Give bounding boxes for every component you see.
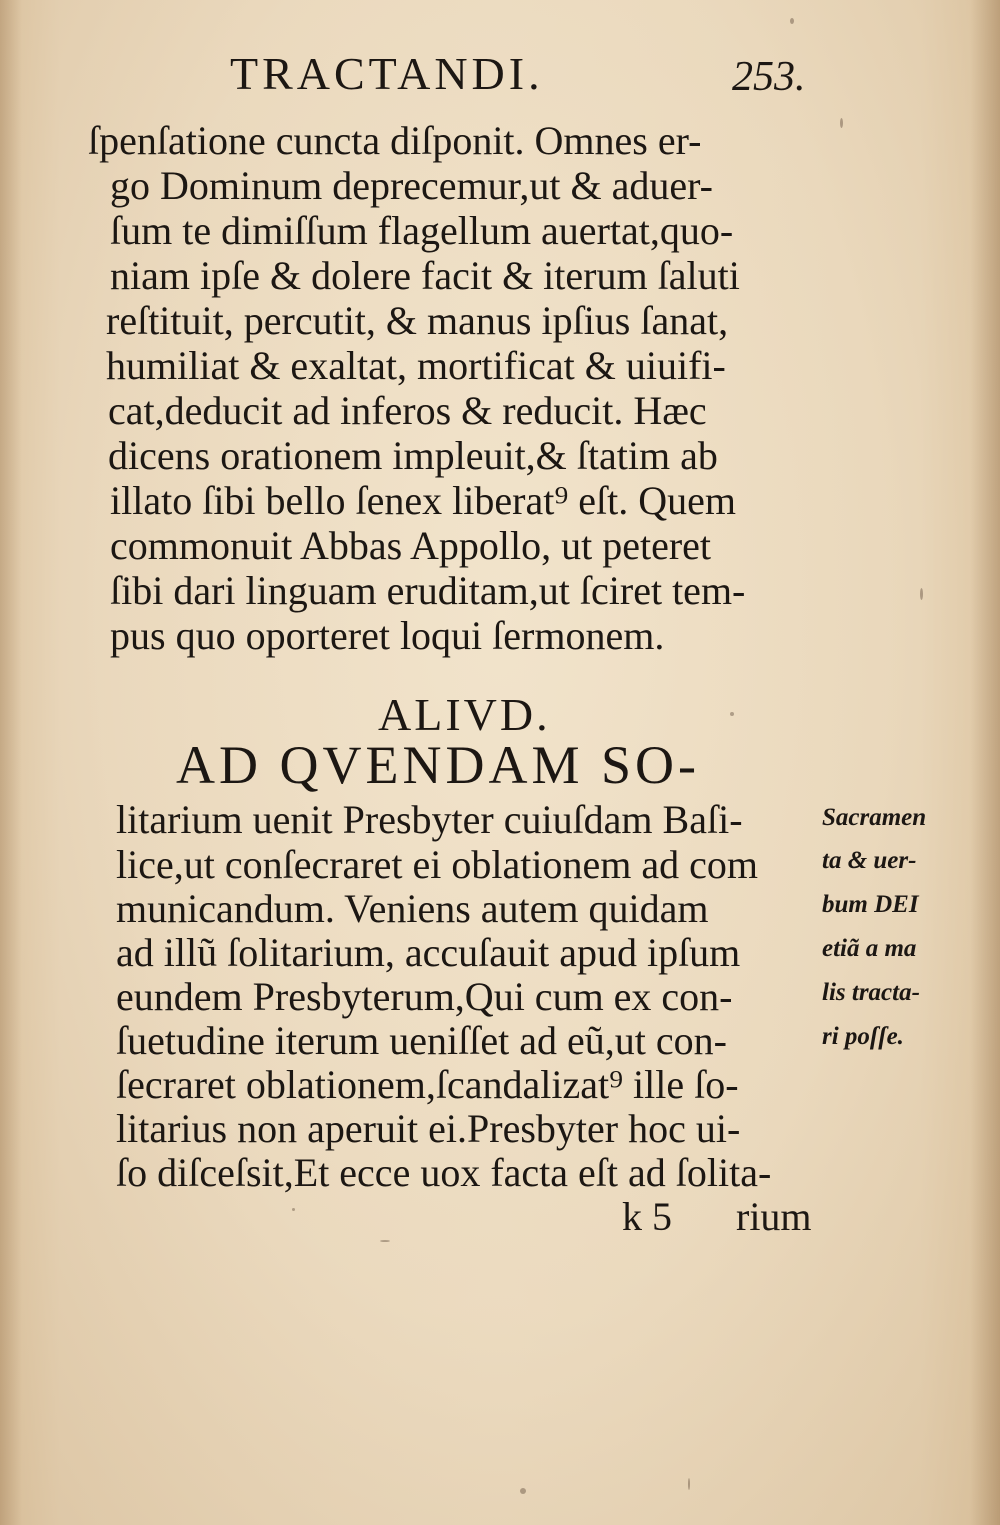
text-line: ſo diſceſsit,Et ecce uox facta eſt ad ſolita- xyxy=(116,1150,772,1195)
paper-speck xyxy=(840,118,843,128)
marginal-note-line: ta & uer- xyxy=(822,847,917,874)
text-line: pus quo oporteret loqui ſermonem. xyxy=(110,613,665,658)
page-edge-right xyxy=(970,0,1000,1525)
marginal-note-line: Sacramen xyxy=(822,804,927,831)
paper-speck xyxy=(688,1478,690,1490)
text-line: commonuit Abbas Appollo, ut peteret xyxy=(110,523,712,568)
text-line: ſum te dimiſſum flagellum auertat,quo- xyxy=(110,208,734,253)
text-line: illato ſibi bello ſenex liberat⁹ eſt. Quem xyxy=(110,478,736,523)
section-heading: ALIVD. xyxy=(378,689,551,740)
page-number: 253. xyxy=(732,54,806,100)
paper-speck xyxy=(380,1240,390,1242)
marginal-note-line: lis tracta- xyxy=(822,979,920,1006)
text-line: dicens orationem impleuit,& ſtatim ab xyxy=(108,433,718,478)
paper-speck xyxy=(920,588,923,600)
text-line: lice,ut conſecraret ei oblationem ad com xyxy=(116,842,758,887)
text-line: ad illũ ſolitarium, accuſauit apud ipſum xyxy=(116,930,741,975)
section-subheading: AD QVENDAM SO- xyxy=(176,735,700,795)
text-line: humiliat & exaltat, mortificat & uiuifi- xyxy=(106,343,726,388)
paper-speck xyxy=(730,712,734,716)
catchword: rium xyxy=(736,1194,812,1239)
paper-speck xyxy=(790,18,794,24)
text-line: litarium uenit Presbyter cuiuſdam Baſi- xyxy=(116,797,743,842)
text-line: cat,deducit ad inferos & reducit. Hæc xyxy=(108,388,707,433)
paper-speck xyxy=(292,1208,295,1211)
text-line: ſibi dari linguam eruditam,ut ſciret tem- xyxy=(110,568,746,613)
text-line: go Dominum deprecemur,ut & aduer- xyxy=(110,163,713,208)
paper-speck xyxy=(520,1488,526,1494)
signature-mark: k 5 xyxy=(622,1194,672,1239)
marginal-note-line: bum DEI xyxy=(822,891,919,918)
marginal-note-line: etiã a ma xyxy=(822,935,917,962)
marginal-note-line: ri poſſe. xyxy=(822,1023,904,1050)
text-line: niam ipſe & dolere facit & iterum ſaluti xyxy=(110,253,740,298)
text-line: ſpenſatione cuncta diſponit. Omnes er- xyxy=(88,118,702,163)
running-title: TRACTANDI. xyxy=(230,48,544,99)
text-line: municandum. Veniens autem quidam xyxy=(116,886,709,931)
text-line: litarius non aperuit ei.Presbyter hoc ui- xyxy=(116,1106,741,1151)
text-line: ſecraret oblationem,ſcandalizat⁹ ille ſo- xyxy=(116,1062,739,1107)
page-edge-left xyxy=(0,0,22,1525)
text-line: eundem Presbyterum,Qui cum ex con- xyxy=(116,974,733,1019)
text-line: reſtituit, percutit, & manus ipſius ſanat, xyxy=(106,298,729,343)
text-line: ſuetudine iterum ueniſſet ad eũ,ut con- xyxy=(116,1018,727,1063)
